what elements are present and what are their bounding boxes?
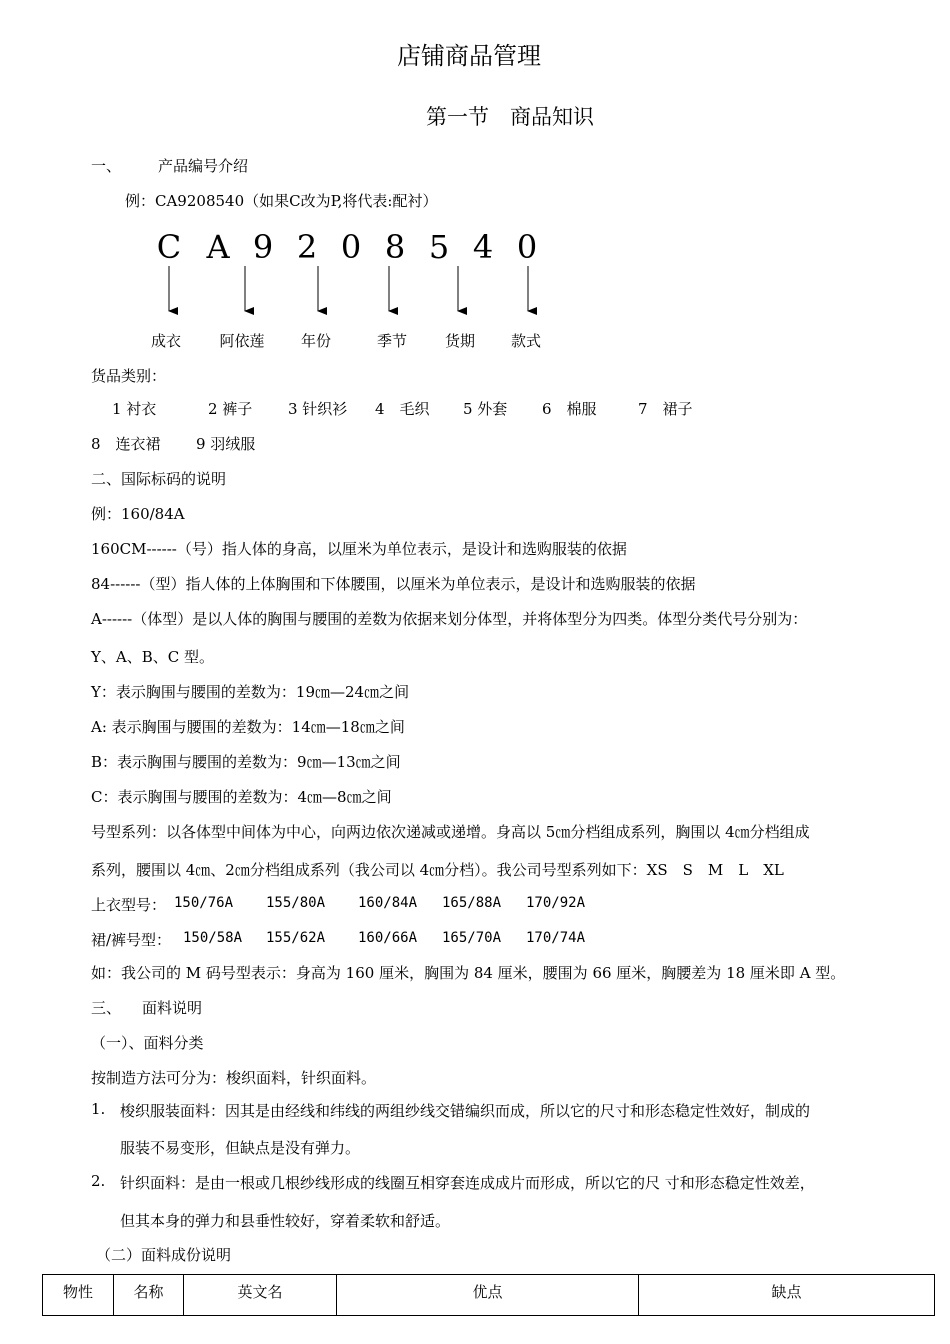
item3-label: 面料说明: [142, 999, 203, 1017]
code-arrows: [0, 0, 950, 330]
subsection-heading: （二）面料成份说明: [96, 1246, 232, 1264]
item1-label: 产品编号介绍: [158, 157, 249, 175]
top-sizes-label: 上衣型号：: [91, 896, 167, 914]
code-char: 8: [384, 228, 406, 266]
section-heading: 第一节 商品知识: [426, 105, 594, 129]
code-label: 季节: [376, 332, 407, 350]
category-item: 3 针织衫: [288, 400, 348, 418]
size-a-desc: A------（体型）是以人体的胸围与腰围的差数为依据来划分体型，并将体型分为四类。体型分类代号分别为：: [91, 610, 808, 628]
category-item: 4 毛织: [375, 400, 430, 418]
list-item-text: 梭织服装面料：因其是由经线和纬线的两组纱线交错编织而成，所以它的尺寸和形态稳定性效好，制成的: [120, 1102, 811, 1120]
list-item-text: 针织面料：是由一根或几根纱线形成的线圈互相穿套连成成片而形成，所以它的尺 寸和形态稳定性效差，: [120, 1174, 815, 1192]
code-label: 阿依莲: [219, 332, 265, 350]
table-header-cell: 名称: [114, 1275, 184, 1316]
bottom-size: 150/58A: [183, 930, 243, 946]
series-desc-cont: 系列，腰围以 4㎝、2㎝分档组成系列（我公司以 4㎝分档）。我公司号型系列如下：XS S M L XL: [91, 861, 784, 879]
list-number: 1.: [91, 1100, 106, 1118]
category-item: 5 外套: [463, 400, 508, 418]
type-c: C：表示胸围与腰围的差数为：4㎝—8㎝之间: [91, 788, 392, 806]
code-char: 0: [516, 228, 538, 266]
category-heading: 货品类别：: [91, 367, 167, 385]
category-item: 7 裙子: [638, 400, 693, 418]
code-example-line: 例：CA9208540（如果C改为P,将代表:配衬）: [125, 192, 438, 210]
top-size: 155/80A: [266, 895, 326, 911]
size-160-desc: 160CM------（号）指人体的身高，以厘米为单位表示，是设计和选购服装的依据: [91, 540, 627, 558]
table-header-cell: 优点: [337, 1275, 639, 1316]
list-number: 2.: [91, 1172, 106, 1190]
size-a-desc-cont: Y、A、B、C 型。: [91, 648, 215, 666]
code-char: 2: [296, 228, 318, 266]
top-size: 170/92A: [526, 895, 586, 911]
page-title: 店铺商品管理: [397, 42, 541, 70]
bottom-size: 155/62A: [266, 930, 326, 946]
code-char: 0: [340, 228, 362, 266]
bottom-size: 170/74A: [526, 930, 586, 946]
code-char: 9: [252, 228, 274, 266]
code-char: 5: [428, 228, 450, 266]
table-header-cell: 英文名: [184, 1275, 337, 1316]
series-desc: 号型系列：以各体型中间体为中心，向两边依次递减或递增。身高以 5㎝分档组成系列，胸围以 4㎝分档组成: [91, 823, 810, 841]
m-size-example: 如：我公司的 M 码号型表示：身高为 160 厘米，胸围为 84 厘米，腰围为 66 厘米，胸腰差为 18 厘米即 A 型。: [91, 964, 846, 982]
category-item: 9 羽绒服: [196, 435, 256, 453]
list-item-text: 但其本身的弹力和县垂性较好，穿着柔软和舒适。: [120, 1212, 451, 1230]
category-item: 2 裤子: [208, 400, 253, 418]
category-item: 8 连衣裙: [91, 435, 161, 453]
table-header-row: [43, 1275, 935, 1316]
code-label: 货期: [444, 332, 475, 350]
method-line: 按制造方法可分为：梭织面料，针织面料。: [91, 1069, 377, 1087]
table-header-cell: 缺点: [639, 1275, 935, 1316]
category-item: 1 衬衣: [112, 400, 157, 418]
size-example: 例：160/84A: [91, 505, 185, 523]
code-label: 年份: [300, 332, 331, 350]
code-char: 4: [472, 228, 494, 266]
fabric-table: [42, 1274, 935, 1316]
type-y: Y：表示胸围与腰围的差数为：19㎝—24㎝之间: [91, 683, 410, 701]
item2-heading: 二、国际标码的说明: [91, 470, 227, 488]
top-size: 160/84A: [358, 895, 418, 911]
list-item-text: 服装不易变形，但缺点是没有弹力。: [120, 1139, 361, 1157]
top-size: 165/88A: [442, 895, 502, 911]
bottom-sizes-label: 裙/裤号型：: [91, 931, 172, 949]
size-84-desc: 84------（型）指人体的上体胸围和下体腰围，以厘米为单位表示，是设计和选购服装的依据: [91, 575, 696, 593]
top-size: 150/76A: [174, 895, 234, 911]
type-a: A: 表示胸围与腰围的差数为：14㎝—18㎝之间: [91, 718, 405, 736]
subsection-heading: （一）、面料分类: [91, 1034, 204, 1052]
code-char: A: [206, 228, 230, 266]
type-b: B：表示胸围与腰围的差数为：9㎝—13㎝之间: [91, 753, 401, 771]
code-label: 成衣: [150, 332, 181, 350]
code-label: 款式: [510, 332, 541, 350]
item3-number: 三、: [91, 999, 122, 1017]
bottom-size: 165/70A: [442, 930, 502, 946]
bottom-size: 160/66A: [358, 930, 418, 946]
table-header-cell: 物性: [43, 1275, 114, 1316]
code-char: C: [156, 228, 182, 266]
category-item: 6 棉服: [542, 400, 597, 418]
item1-number: 一、: [91, 157, 122, 175]
